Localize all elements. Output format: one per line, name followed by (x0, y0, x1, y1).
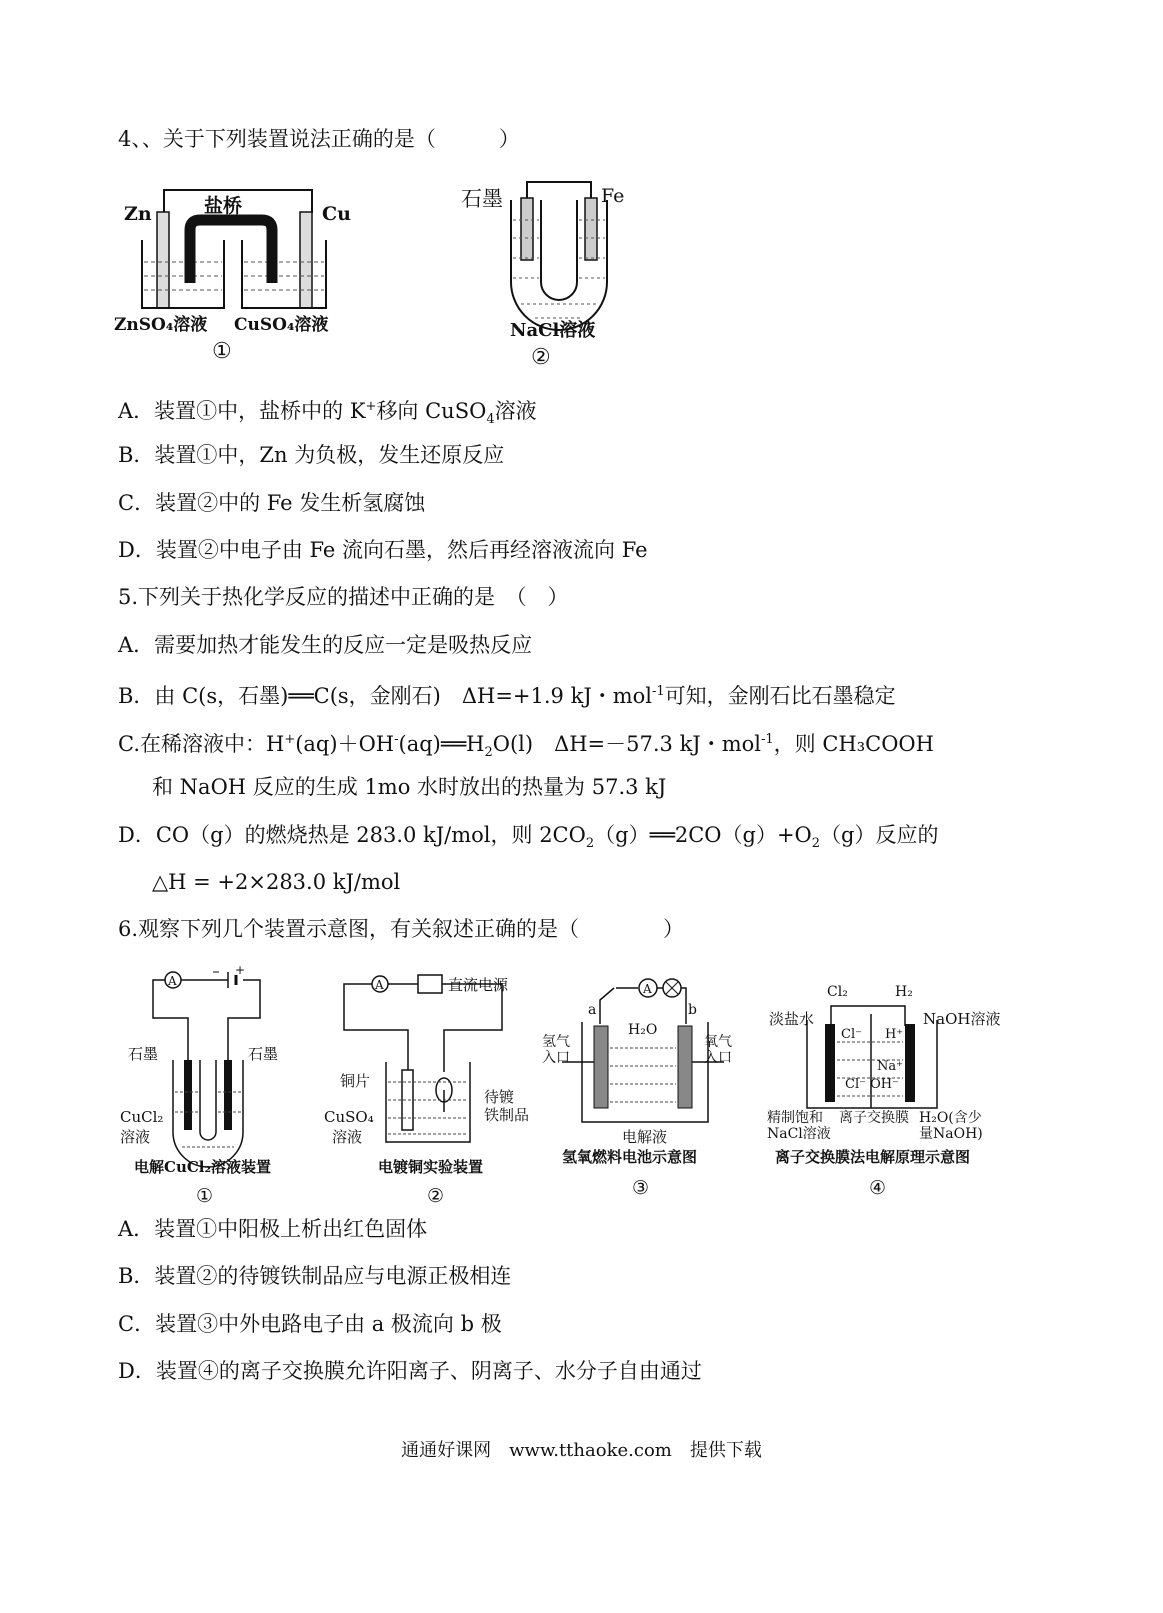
q6-stem: 6.观察下列几个装置示意图，有关叙述正确的是（ ） (118, 917, 685, 941)
saturated-label-2: NaCl溶液 (767, 1126, 831, 1142)
power-supply-label: 直流电源 (448, 976, 509, 994)
q5-c-p2: (aq)＋OH (295, 732, 395, 756)
q5-d-p2: （g）══2CO（g）+O (594, 823, 812, 847)
h2o-label: H₂O (628, 1022, 658, 1038)
q4-figure-galvanic-cell (112, 178, 362, 368)
znso4-label: ZnSO₄溶液 (114, 315, 208, 335)
figure-number: ④ (869, 1177, 887, 1199)
cuso4-label: CuSO₄溶液 (234, 315, 329, 335)
q6-figure-3 (540, 962, 750, 1212)
q4-a-sup: + (365, 399, 377, 414)
q5-c-s2: - (394, 732, 399, 747)
caption: 离子交换膜法电解原理示意图 (775, 1148, 971, 1166)
q4-option-b: B．装置①中，Zn 为负极，发生还原反应 (118, 443, 505, 467)
q6-option-c: C．装置③中外电路电子由 a 极流向 b 极 (118, 1312, 502, 1336)
figure-number: ② (427, 1185, 445, 1207)
graphite-label: 石墨 (461, 187, 503, 211)
q5-d-p3: （g）反应的 (820, 823, 939, 847)
svg-text:+: + (235, 963, 246, 977)
q4-stem: 4、、关于下列装置说法正确的是（ ） (118, 127, 520, 151)
q6-figure-1 (118, 962, 308, 1212)
q6-figure-2 (322, 962, 532, 1212)
q5-c-s1: + (284, 732, 296, 747)
q5-option-d (118, 820, 939, 859)
q5-option-a: A．需要加热才能发生的反应一定是吸热反应 (118, 633, 533, 657)
ammeter-label: A (168, 974, 177, 988)
cl-oh-ion-label: Cl⁻ OH⁻ (845, 1077, 899, 1092)
q5-d-s1: 2 (585, 836, 595, 852)
o2-inlet-2: 入口 (704, 1050, 732, 1066)
plating-label-1: 待镀 (484, 1088, 515, 1106)
cucl2-label: CuCl₂ (120, 1108, 164, 1126)
cl2-label: Cl₂ (827, 984, 848, 1000)
figure-number: ③ (632, 1177, 650, 1199)
q4-a-mid: 移向 CuSO (376, 399, 487, 423)
q5-option-b (118, 677, 896, 711)
salt-bridge-label: 盐桥 (204, 195, 243, 217)
caption: 电镀铜实验装置 (378, 1158, 484, 1176)
q5-option-d-line2: △H = +2×283.0 kJ/mol (152, 870, 401, 894)
h2-inlet-2: 入口 (542, 1050, 570, 1066)
q5-c-s3: -1 (761, 732, 774, 747)
q5-b-sup: -1 (652, 684, 665, 699)
q5-b-post: 可知，金刚石比石墨稳定 (664, 684, 896, 708)
q4-figure-u-tube (455, 172, 645, 372)
q4-option-a (118, 392, 537, 435)
q5-d-s2: 2 (811, 836, 821, 852)
figure-number: ② (531, 345, 551, 370)
q5-c-p5: ，则 CH₃COOH (773, 732, 934, 756)
q4-a-pre: A．装置①中，盐桥中的 K (118, 399, 366, 423)
q6-option-b: B．装置②的待镀铁制品应与电源正极相连 (118, 1264, 512, 1288)
na-ion-label: Na⁺ (877, 1059, 903, 1074)
naoh-label: NaOH溶液 (923, 1010, 1001, 1028)
q4-a-sub: 4 (486, 412, 495, 428)
q5-option-c-line2: 和 NaOH 反应的生成 1mo 水时放出的热量为 57.3 kJ (152, 775, 667, 799)
copper-label: 铜片 (340, 1072, 371, 1090)
plating-label-2: 铁制品 (484, 1106, 530, 1124)
solution-label: 溶液 (332, 1128, 363, 1146)
electrode-b-label: b (688, 1002, 697, 1018)
q5-c-sub: 2 (484, 745, 493, 761)
q4-option-c: C．装置②中的 Fe 发生析氢腐蚀 (118, 491, 426, 515)
ammeter-label: A (375, 978, 384, 992)
q5-c-p3: (aq)══H (398, 732, 485, 756)
q4-a-post: 溶液 (494, 399, 537, 423)
q5-stem: 5.下列关于热化学反应的描述中正确的是 （ ） (118, 585, 569, 609)
caption: 电解CuCl₂溶液装置 (134, 1158, 272, 1176)
zn-label: Zn (124, 203, 152, 225)
solution-label: 溶液 (120, 1128, 151, 1146)
cl-ion-label: Cl⁻ (841, 1027, 862, 1042)
figure-number: ① (196, 1185, 214, 1207)
caption: 氢氧燃料电池示意图 (562, 1148, 698, 1166)
page-footer: 通通好课网 www.tthaoke.com 提供下载 (401, 1440, 762, 1461)
water-label-2: 量NaOH) (919, 1126, 983, 1142)
q6-option-d: D．装置④的离子交换膜允许阳离子、阴离子、水分子自由通过 (118, 1359, 702, 1383)
fe-label: Fe (601, 185, 625, 207)
figure-number: ① (212, 339, 232, 364)
q4-option-d: D．装置②中电子由 Fe 流向石墨，然后再经溶液流向 Fe (118, 538, 648, 562)
o2-inlet-1: 氧气 (704, 1034, 732, 1050)
h2-label: H₂ (895, 984, 913, 1000)
cu-label: Cu (322, 203, 351, 225)
water-label-1: H₂O(含少 (919, 1110, 982, 1126)
right-graphite-label: 石墨 (248, 1045, 279, 1063)
membrane-label: 离子交换膜 (839, 1110, 909, 1126)
electrode-a-label: a (588, 1002, 597, 1018)
brine-label: 淡盐水 (769, 1010, 815, 1028)
q6-figure-4 (765, 962, 1015, 1212)
saturated-label-1: 精制饱和 (767, 1110, 823, 1126)
q5-b-pre: B．由 C(s，石墨)══C(s，金刚石) ΔH=+1.9 kJ・mol (118, 684, 653, 708)
left-graphite-label: 石墨 (128, 1045, 159, 1063)
q5-d-p1: D．CO（g）的燃烧热是 283.0 kJ/mol，则 2CO (118, 823, 586, 847)
h-ion-label: H⁺ (885, 1027, 904, 1042)
ammeter-label: A (643, 982, 652, 996)
q5-option-c (118, 725, 934, 768)
nacl-label: NaCl溶液 (510, 320, 596, 341)
q6-option-a: A．装置①中阳极上析出红色固体 (118, 1217, 428, 1241)
q5-c-p1: C.在稀溶液中：H (118, 732, 285, 756)
cuso4-label: CuSO₄ (324, 1108, 374, 1126)
electrolyte-label: 电解液 (622, 1128, 668, 1146)
h2-inlet-1: 氢气 (542, 1034, 570, 1050)
q5-c-p4: O(l) ΔH=－57.3 kJ・mol (492, 732, 761, 756)
